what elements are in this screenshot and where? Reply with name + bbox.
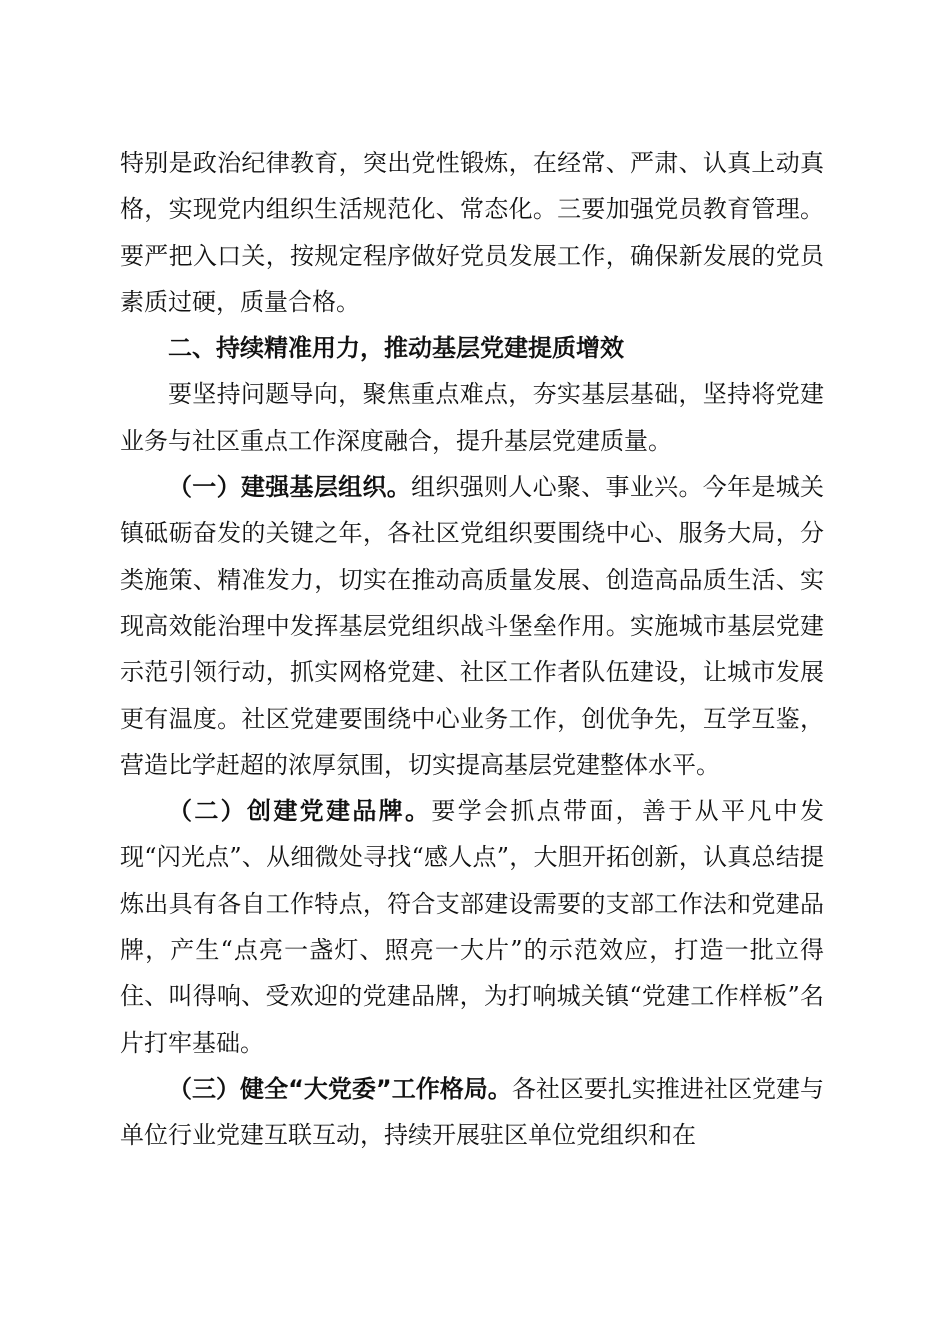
item-2-paragraph	[120, 788, 824, 1066]
section-intro: 要坚持问题导向，聚焦重点难点，夯实基层基础，坚持将党建业务与社区重点工作深度融合，提升基层党建质量。	[120, 380, 824, 455]
document-page	[120, 140, 824, 1159]
item-1-paragraph	[120, 464, 824, 788]
item-1-body: 组织强则人心聚、事业兴。今年是城关镇砥砺奋发的关键之年，各社区党组织要围绕中心、服务大局，分类施策、精准发力，切实在推动高质量发展、创造高品质生活、实现高效能治理中发挥基层党组织战斗堡垒作用。实施城市基层党建示范引领行动，抓实网格党建、社区工作者队伍建设，让城市发展更有温度。社区党建要围绕中心业务工作，创优争先，互学互鉴，营造比学赶超的浓厚氛围，切实提高基层党建整体水平。	[120, 473, 825, 779]
item-2-lead: （二）创建党建品牌。	[168, 797, 432, 826]
section-heading: 二、持续精准用力，推动基层党建提质增效	[168, 334, 624, 363]
item-2-body: 要学会抓点带面，善于从平凡中发现“闪光点”、从细微处寻找“感人点”，大胆开拓创新，认真总结提炼出具有各自工作特点，符合支部建设需要的支部工作法和党建品牌，产生“点亮一盏灯、照亮一大片”的示范效应，打造一批立得住、叫得响、受欢迎的党建品牌，为打响城关镇“党建工作样板”名片打牢基础。	[120, 797, 825, 1057]
item-3-paragraph	[120, 1066, 824, 1159]
paragraph-continuation: 特别是政治纪律教育，突出党性锻炼，在经常、严肃、认真上动真格，实现党内组织生活规范化、常态化。三要加强党员教育管理。要严把入口关，按规定程序做好党员发展工作，确保新发展的党员素质过硬，质量合格。	[120, 149, 824, 316]
item-3-lead: （三）健全“大党委”工作格局。	[168, 1074, 512, 1103]
item-3-body: 各社区要扎实推进社区党建与单位行业党建互联互动，持续开展驻区单位党组织和在	[120, 1074, 825, 1150]
item-1-lead: （一）建强基层组织。	[168, 473, 412, 502]
